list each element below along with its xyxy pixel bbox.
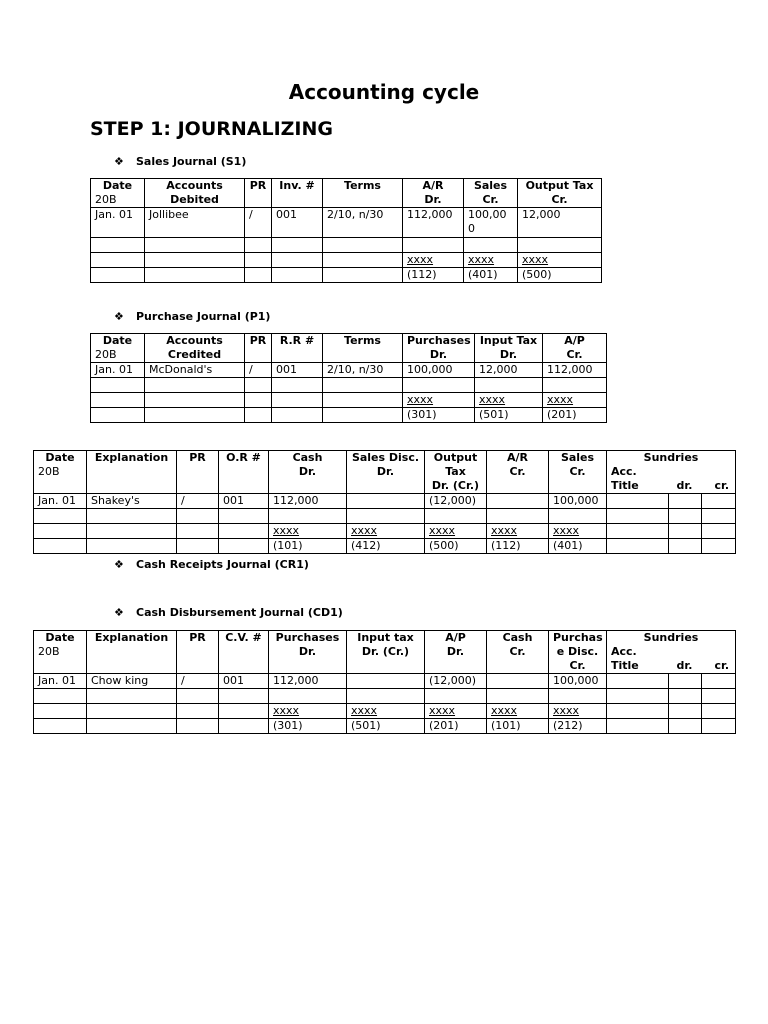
cell: 112,000 bbox=[269, 674, 347, 689]
check-mark: xxxx bbox=[269, 704, 347, 719]
cell: Jan. 01 bbox=[91, 208, 145, 238]
table-row bbox=[91, 208, 602, 238]
sales-journal-caption: ❖ Sales Journal (S1) bbox=[114, 155, 247, 168]
table-row bbox=[34, 689, 736, 704]
sundries-header: Sundries Acc. Title dr. cr. bbox=[607, 451, 736, 494]
cell: (12,000) bbox=[425, 674, 487, 689]
header-cell: Date 20B bbox=[34, 631, 87, 674]
cell: 001 bbox=[219, 494, 269, 509]
cell: 100,000 bbox=[403, 363, 475, 378]
header-cell: Purchas e Disc. Cr. bbox=[549, 631, 607, 674]
cell: 100,000 bbox=[549, 494, 607, 509]
header-cell: Purchases Dr. bbox=[403, 334, 475, 363]
cash-receipts-journal-table bbox=[33, 450, 736, 554]
table-row bbox=[91, 268, 602, 283]
table-header-row bbox=[34, 451, 736, 494]
check-mark: xxxx bbox=[487, 524, 549, 539]
check-mark: xxxx bbox=[464, 253, 518, 268]
header-cell: Sales Cr. bbox=[549, 451, 607, 494]
cell: 001 bbox=[272, 208, 323, 238]
table-header-row bbox=[91, 179, 602, 208]
cell: 112,000 bbox=[269, 494, 347, 509]
table-row bbox=[34, 704, 736, 719]
header-cell: Output Tax Dr. (Cr.) bbox=[425, 451, 487, 494]
cell: / bbox=[177, 674, 219, 689]
sales-journal-table bbox=[90, 178, 602, 283]
header-cell: PR bbox=[177, 631, 219, 674]
cell: (12,000) bbox=[425, 494, 487, 509]
cell bbox=[487, 674, 549, 689]
cell: Jan. 01 bbox=[34, 494, 87, 509]
header-cell: Date 20B bbox=[91, 334, 145, 363]
header-cell: Sales Cr. bbox=[464, 179, 518, 208]
table-row bbox=[91, 393, 607, 408]
diamond-bullet-icon: ❖ bbox=[114, 155, 124, 168]
table-row bbox=[34, 524, 736, 539]
posting-ref: (412) bbox=[347, 539, 425, 554]
header-cell: Output Tax Cr. bbox=[518, 179, 602, 208]
table-header-row bbox=[91, 334, 607, 363]
check-mark: xxxx bbox=[425, 524, 487, 539]
posting-ref: (501) bbox=[347, 719, 425, 734]
table-header-row bbox=[34, 631, 736, 674]
header-cell: O.R # bbox=[219, 451, 269, 494]
table-row bbox=[91, 378, 607, 393]
posting-ref: (401) bbox=[464, 268, 518, 283]
check-mark: xxxx bbox=[269, 524, 347, 539]
header-cell: Explanation bbox=[87, 451, 177, 494]
posting-ref: (500) bbox=[518, 268, 602, 283]
table-row bbox=[34, 539, 736, 554]
header-cell: Purchases Dr. bbox=[269, 631, 347, 674]
header-cell: Date 20B bbox=[34, 451, 87, 494]
step-heading: STEP 1: JOURNALIZING bbox=[90, 118, 334, 140]
cell: 001 bbox=[219, 674, 269, 689]
header-cell: PR bbox=[245, 334, 272, 363]
table-row bbox=[91, 363, 607, 378]
cell: 12,000 bbox=[475, 363, 543, 378]
cell: / bbox=[245, 363, 272, 378]
header-cell: Terms bbox=[323, 179, 403, 208]
check-mark: xxxx bbox=[403, 253, 464, 268]
header-cell: A/P Cr. bbox=[543, 334, 607, 363]
posting-ref: (500) bbox=[425, 539, 487, 554]
cell: Chow king bbox=[87, 674, 177, 689]
cell: 2/10, n/30 bbox=[323, 363, 403, 378]
page-title: Accounting cycle bbox=[288, 80, 480, 104]
header-cell: R.R # bbox=[272, 334, 323, 363]
header-cell: C.V. # bbox=[219, 631, 269, 674]
cash-disbursement-journal-table bbox=[33, 630, 736, 734]
purchase-journal-table bbox=[90, 333, 607, 423]
cell: 112,000 bbox=[543, 363, 607, 378]
posting-ref: (201) bbox=[543, 408, 607, 423]
posting-ref: (101) bbox=[487, 719, 549, 734]
cell: 112,000 bbox=[403, 208, 464, 238]
header-cell: Accounts Debited bbox=[145, 179, 245, 208]
header-cell: PR bbox=[177, 451, 219, 494]
check-mark: xxxx bbox=[347, 524, 425, 539]
posting-ref: (201) bbox=[425, 719, 487, 734]
table-row bbox=[91, 408, 607, 423]
purchase-journal-caption: ❖ Purchase Journal (P1) bbox=[114, 310, 271, 323]
header-cell: Cash Cr. bbox=[487, 631, 549, 674]
posting-ref: (301) bbox=[403, 408, 475, 423]
posting-ref: (101) bbox=[269, 539, 347, 554]
header-cell: Terms bbox=[323, 334, 403, 363]
cell: McDonald's bbox=[145, 363, 245, 378]
diamond-bullet-icon: ❖ bbox=[114, 310, 124, 323]
posting-ref: (112) bbox=[403, 268, 464, 283]
diamond-bullet-icon: ❖ bbox=[114, 606, 124, 619]
header-cell: Explanation bbox=[87, 631, 177, 674]
cell: 100,000 bbox=[464, 208, 518, 238]
cell: 001 bbox=[272, 363, 323, 378]
posting-ref: (112) bbox=[487, 539, 549, 554]
posting-ref: (401) bbox=[549, 539, 607, 554]
cell: 2/10, n/30 bbox=[323, 208, 403, 238]
cell: 100,000 bbox=[549, 674, 607, 689]
check-mark: xxxx bbox=[347, 704, 425, 719]
header-cell: Sales Disc. Dr. bbox=[347, 451, 425, 494]
check-mark: xxxx bbox=[425, 704, 487, 719]
sundries-header: Sundries Acc. Title dr. cr. bbox=[607, 631, 736, 674]
header-cell: Cash Dr. bbox=[269, 451, 347, 494]
header-cell: Input tax Dr. (Cr.) bbox=[347, 631, 425, 674]
diamond-bullet-icon: ❖ bbox=[114, 558, 124, 571]
header-cell: Accounts Credited bbox=[145, 334, 245, 363]
header-cell: A/R Dr. bbox=[403, 179, 464, 208]
header-cell: PR bbox=[245, 179, 272, 208]
table-row bbox=[34, 509, 736, 524]
check-mark: xxxx bbox=[543, 393, 607, 408]
check-mark: xxxx bbox=[518, 253, 602, 268]
check-mark: xxxx bbox=[549, 524, 607, 539]
table-row bbox=[91, 238, 602, 253]
posting-ref: (301) bbox=[269, 719, 347, 734]
cash-receipts-journal-caption: ❖ Cash Receipts Journal (CR1) bbox=[114, 558, 309, 571]
cell: / bbox=[177, 494, 219, 509]
check-mark: xxxx bbox=[475, 393, 543, 408]
cash-disbursement-journal-caption: ❖ Cash Disbursement Journal (CD1) bbox=[114, 606, 343, 619]
cell: Jan. 01 bbox=[34, 674, 87, 689]
check-mark: xxxx bbox=[487, 704, 549, 719]
table-row bbox=[91, 253, 602, 268]
table-row bbox=[34, 674, 736, 689]
check-mark: xxxx bbox=[549, 704, 607, 719]
cell: / bbox=[245, 208, 272, 238]
cell bbox=[347, 674, 425, 689]
posting-ref: (212) bbox=[549, 719, 607, 734]
table-row bbox=[34, 494, 736, 509]
cell: Jan. 01 bbox=[91, 363, 145, 378]
header-cell: Inv. # bbox=[272, 179, 323, 208]
header-cell: Date 20B bbox=[91, 179, 145, 208]
header-cell: A/R Cr. bbox=[487, 451, 549, 494]
cell bbox=[487, 494, 549, 509]
posting-ref: (501) bbox=[475, 408, 543, 423]
header-cell: Input Tax Dr. bbox=[475, 334, 543, 363]
table-row bbox=[34, 719, 736, 734]
check-mark: xxxx bbox=[403, 393, 475, 408]
cell bbox=[347, 494, 425, 509]
cell: Shakey's bbox=[87, 494, 177, 509]
cell: 12,000 bbox=[518, 208, 602, 238]
header-cell: A/P Dr. bbox=[425, 631, 487, 674]
cell: Jollibee bbox=[145, 208, 245, 238]
